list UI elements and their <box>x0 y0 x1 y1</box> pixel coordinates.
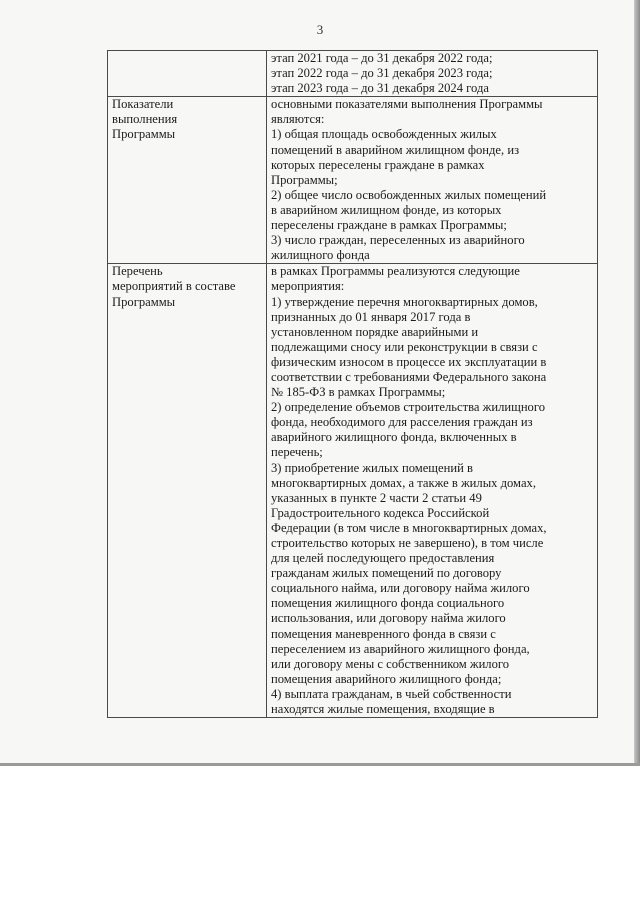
text-line: 3) число граждан, переселенных из аварийного <box>271 233 525 248</box>
text-line: соответствии с требованиями Федерального закона <box>271 369 547 384</box>
page-number: 3 <box>316 22 324 37</box>
text-line: № 185-ФЗ в рамках Программы; <box>271 385 446 400</box>
text-line: 4) выплата гражданам, в чьей собственности <box>271 686 512 701</box>
text-line: аварийного жилищного фонда, включенных в <box>271 430 517 445</box>
text-line: Федерации (в том числе в многоквартирных домах, <box>271 520 547 535</box>
text-line: указанных в пункте 2 части 2 статьи 49 <box>271 490 482 505</box>
text-line: этап 2023 года – до 31 декабря 2024 года <box>271 81 489 96</box>
text-line: 1) утверждение перечня многоквартирных домов, <box>271 294 538 309</box>
table-row-indicators <box>108 97 598 264</box>
text-line: переселением из аварийного жилищного фонда, <box>271 641 530 656</box>
text-line: многоквартирных домах, а также в жилых домах, <box>271 475 536 490</box>
text-line: или договору мены с собственником жилого <box>271 656 510 671</box>
label-line: Перечень <box>112 264 163 279</box>
text-line: которых переселены граждане в рамках <box>271 157 485 172</box>
text-line: помещения жилищного фонда социального <box>271 596 505 611</box>
row-label <box>108 97 267 264</box>
text-line: признанных до 01 января 2017 года в <box>271 309 471 324</box>
row-content <box>267 264 598 718</box>
row-content <box>267 97 598 264</box>
text-line: перечень; <box>271 445 323 460</box>
text-line: находятся жилые помещения, входящие в <box>271 702 495 717</box>
label-line: Показатели <box>112 97 174 112</box>
text-line: в рамках Программы реализуются следующие <box>271 264 520 279</box>
text-line: использования, или договору найма жилого <box>271 611 506 626</box>
text-line: 2) общее число освобожденных жилых помещений <box>271 187 547 202</box>
text-line: 1) общая площадь освобожденных жилых <box>271 127 497 142</box>
table-row-measures <box>108 264 598 718</box>
text-line: 2) определение объемов строительства жилищного <box>271 400 545 415</box>
program-passport-table <box>107 50 598 718</box>
text-line: этап 2022 года – до 31 декабря 2023 года; <box>271 66 493 81</box>
label-line: Программы <box>112 127 176 142</box>
text-line: основными показателями выполнения Программы <box>271 97 543 112</box>
text-line: строительство которых не завершено), в том числе <box>271 536 544 550</box>
text-line: помещения маневренного фонда в связи с <box>271 626 496 641</box>
label-line: мероприятий в составе <box>112 279 236 294</box>
text-line: для целей последующего предоставления <box>271 551 495 566</box>
text-line: мероприятия: <box>271 279 345 294</box>
scan-edge-right <box>634 0 640 766</box>
text-line: фонда, необходимого для расселения граждан из <box>271 415 533 430</box>
text-line: физическим износом в процессе их эксплуатации в <box>271 354 547 369</box>
table-row-stages <box>108 51 598 97</box>
text-line: этап 2021 года – до 31 декабря 2022 года; <box>271 51 493 65</box>
text-line: являются: <box>271 112 325 127</box>
text-line: установленном порядке аварийными и <box>271 324 479 339</box>
text-line: 3) приобретение жилых помещений в <box>271 460 473 475</box>
text-line: жилищного фонда <box>271 248 370 263</box>
text-line: социального найма, или договору найма жилого <box>271 581 530 596</box>
text-line: Градостроительного кодекса Российской <box>271 505 490 520</box>
row-label <box>108 51 267 97</box>
row-content <box>267 51 598 97</box>
text-line: помещения аварийного жилищного фонда; <box>271 671 502 686</box>
text-line: Программы; <box>271 172 338 187</box>
row-label <box>108 264 267 718</box>
text-line: подлежащими сносу или реконструкции в связи с <box>271 339 538 354</box>
scan-edge-bottom <box>0 763 640 766</box>
label-line: выполнения <box>112 112 178 127</box>
label-line: Программы <box>112 294 176 309</box>
text-line: переселены граждане в рамках Программы; <box>271 218 507 233</box>
text-line: помещений в аварийном жилищном фонде, из <box>271 142 520 157</box>
text-line: в аварийном жилищном фонде, из которых <box>271 202 502 217</box>
text-line: гражданам жилых помещений по договору <box>271 566 502 581</box>
